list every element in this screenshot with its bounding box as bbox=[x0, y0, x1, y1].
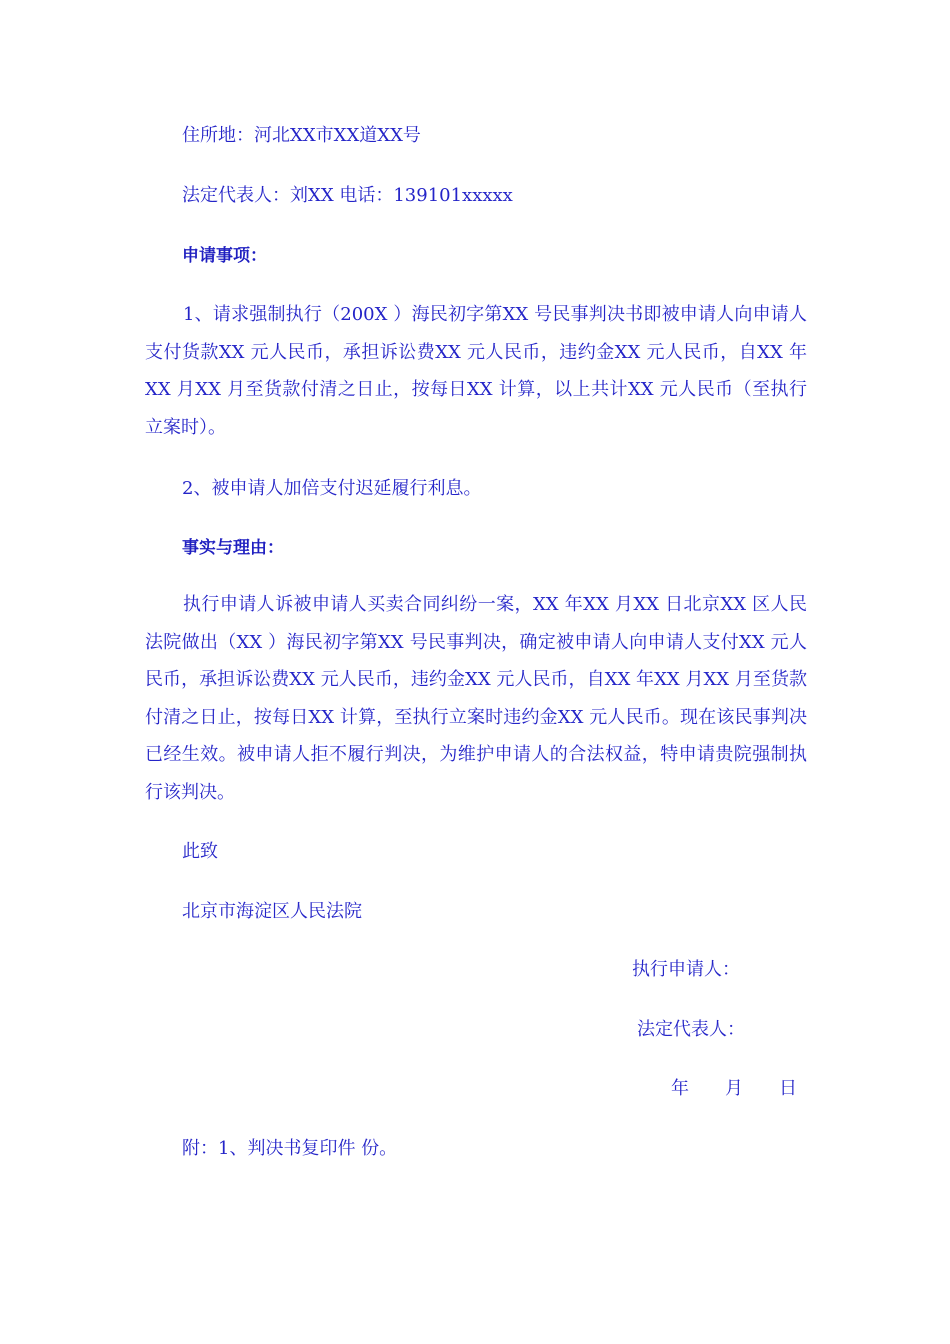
legal-representative-line: 法定代表人：刘XX 电话：139101xxxxx bbox=[182, 185, 513, 206]
attachment-line: 附：1、判决书复印件 份。 bbox=[182, 1138, 398, 1159]
salutation-line: 此致 bbox=[182, 841, 218, 862]
facts-paragraph: 执行申请人诉被申请人买卖合同纠纷一案，XX 年XX 月XX 日北京XX 区人民法院做出（XX ）海民初字第XX 号民事判决，确定被申请人向申请人支付XX 元人民币，承担诉讼费XX 元人民币，违约金XX 元人民币，自XX 年XX 月XX 月至货款付清之日止，按每日XX 计算，至执行立案时违约金XX 元人民币。现在该民事判决已经生效。被申请人拒不履行判决，为维护申请人的合法权益，特申请贵院强制执行该判决。 bbox=[145, 594, 807, 803]
date-line: 年 月 日 bbox=[671, 1078, 797, 1099]
representative-signature-label: 法定代表人： bbox=[637, 1019, 745, 1040]
court-name-line: 北京市海淀区人民法院 bbox=[182, 901, 362, 922]
request-item-2: 2、被申请人加倍支付迟延履行利息。 bbox=[182, 478, 482, 499]
request-item-1: 1、请求强制执行（200X ）海民初字第XX 号民事判决书即被申请人向申请人支付货款XX 元人民币，承担诉讼费XX 元人民币，违约金XX 元人民币，自XX 年XX 月XX 月至货款付清之日止，按每日XX 计算，以上共计XX 元人民币（至执行立案时）。 bbox=[145, 304, 807, 438]
address-line: 住所地：河北XX市XX道XX号 bbox=[182, 125, 421, 146]
applicant-signature-label: 执行申请人： bbox=[632, 959, 740, 980]
request-section-title: 申请事项： bbox=[182, 246, 267, 266]
facts-section-title: 事实与理由： bbox=[182, 538, 284, 558]
